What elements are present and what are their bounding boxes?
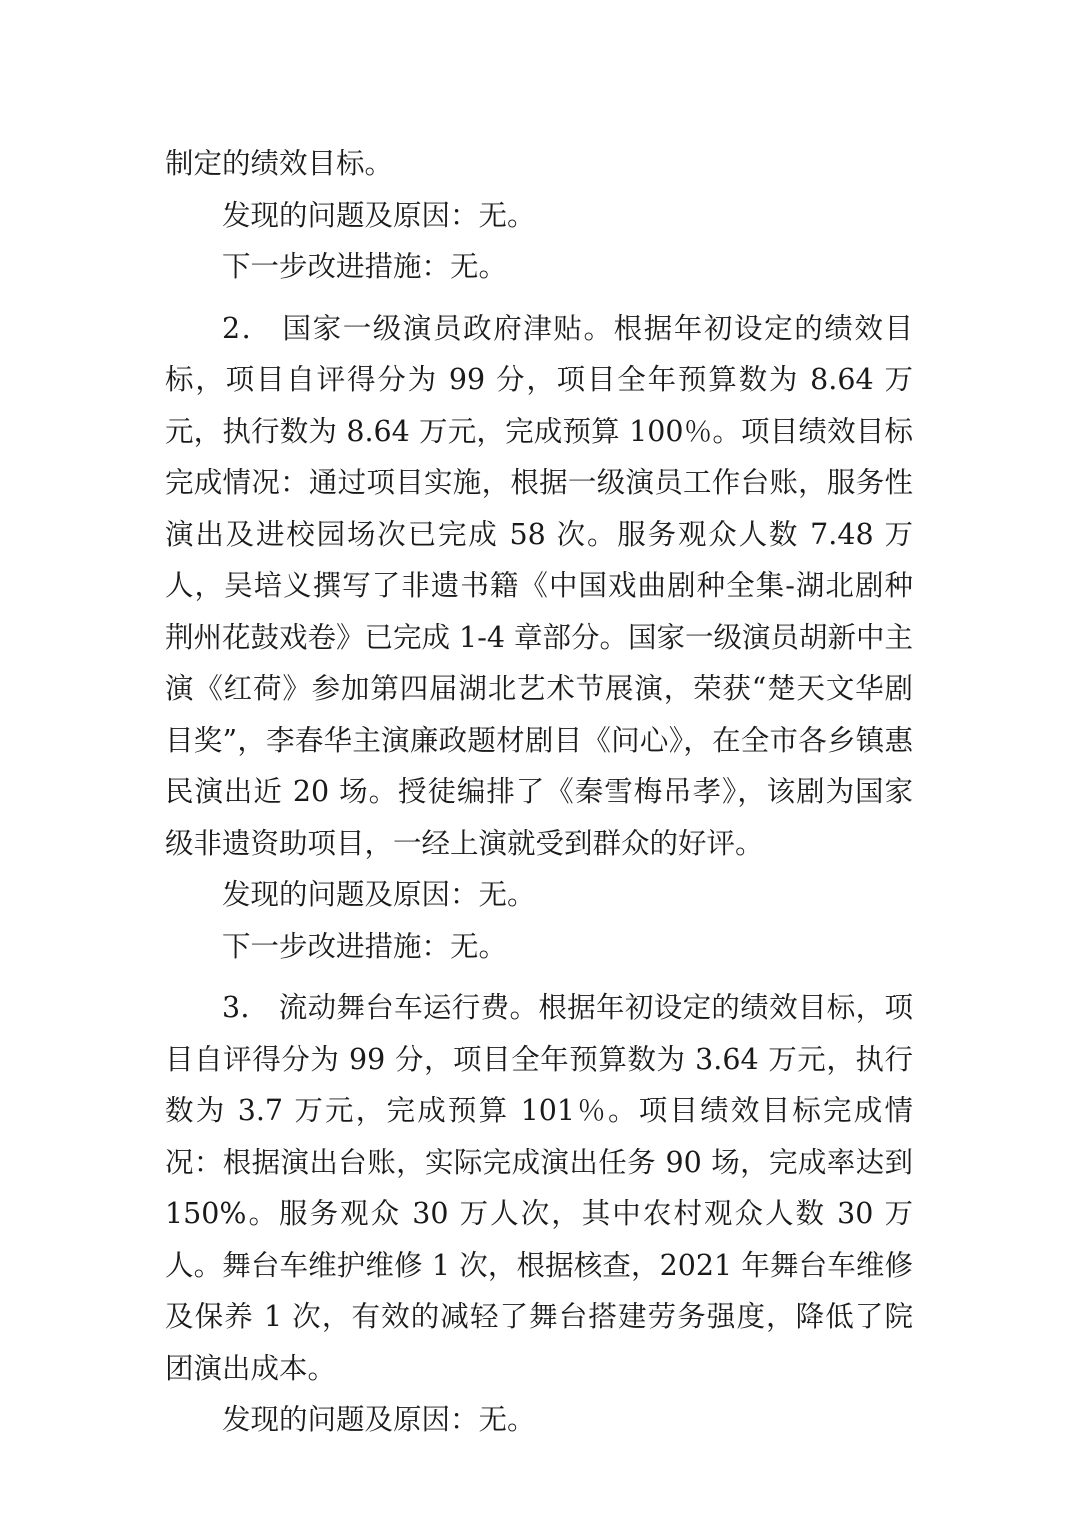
paragraph-problems-1: 发现的问题及原因：无。 — [222, 198, 536, 232]
paragraph-problems-2: 发现的问题及原因：无。 — [222, 878, 536, 911]
paragraph-continuation: 制定的绩效目标。 — [165, 147, 394, 180]
paragraph-item-2: 2． 国家一级演员政府津贴。根据年初设定的绩效目标，项目自评得分为 99 分，项目全年预算数为 8.64 万元，执行数为 8.64 万元，完成预算 100％。项目绩效目标完成情况：通过项目实施，根据一级演员工作台账，服务性演出及进校园场次已完成 58 次。服务观众人数 7.48 万人，吴培义撰写了非遗书籍《中国戏曲剧种全集-湖北剧种荆州花鼓戏卷》已完成 1-4 章部分。国家一级演员胡新中主演《红荷》参加第四届湖北艺术节展演，荣获“楚天文华剧目奖”，李春华主演廉政题材剧目《问心》，在全市各乡镇惠民演出近 20 场。授徒编排了《秦雪梅吊孝》，该剧为国家级非遗资助项目，一经上演就受到群众的好评。 — [165, 311, 914, 860]
document-body — [165, 138, 913, 1446]
paragraph-item-3: 3． 流动舞台车运行费。根据年初设定的绩效目标，项目自评得分为 99 分，项目全年预算数为 3.64 万元，执行数为 3.7 万元，完成预算 101％。项目绩效目标完成情况：根据演出台账，实际完成演出任务 90 场，完成率达到 150%。服务观众 30 万人次，其中农村观众人数 30 万人。舞台车维护维修 1 次，根据核查，2021 年舞台车维修及保养 1 次，有效的减轻了舞台搭建劳务强度，降低了院团演出成本。 — [165, 991, 913, 1385]
paragraph-improvements-2: 下一步改进措施：无。 — [222, 929, 508, 963]
paragraph-improvements-1: 下一步改进措施：无。 — [222, 250, 508, 283]
paragraph-problems-3: 发现的问题及原因：无。 — [222, 1403, 536, 1436]
